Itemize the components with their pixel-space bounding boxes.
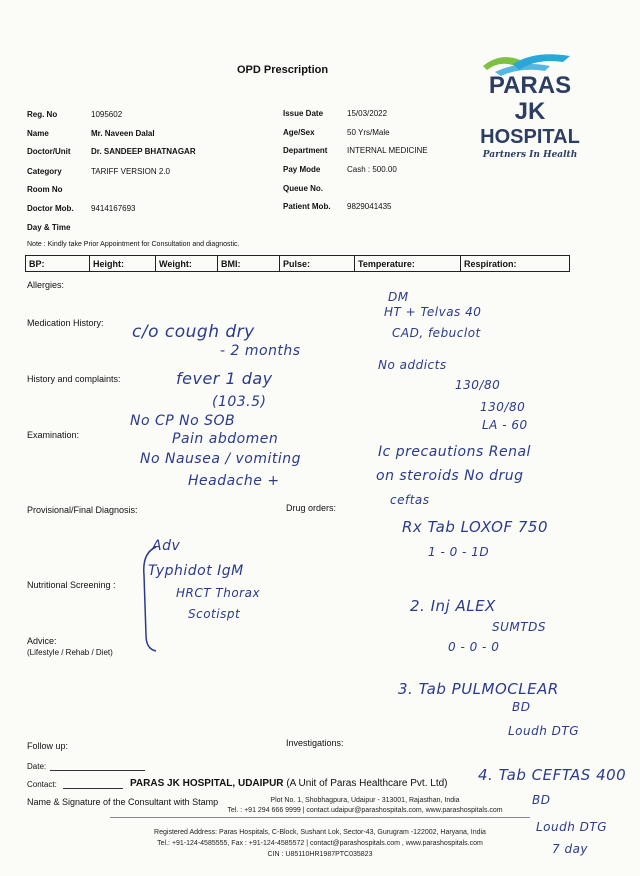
header-left-label: Room No — [27, 185, 63, 194]
follow-up-label: Follow up: — [27, 741, 69, 751]
hw-rx-3b: BD — [512, 700, 531, 714]
drug-orders-label: Drug orders: — [286, 503, 337, 513]
vital-bmi: BMI: — [218, 256, 280, 271]
footer-registered: Registered Address: Paras Hospitals, C-Block, Sushant Lok, Sector-43, Gurugram -122002, Haryana, India — [154, 829, 486, 836]
header-right-value: Cash : 500.00 — [347, 165, 397, 174]
investigations-label: Investigations: — [286, 738, 344, 748]
vitals-table — [25, 255, 570, 272]
header-left-value: TARIFF VERSION 2.0 — [91, 167, 170, 176]
vital-height: Height: — [90, 256, 156, 271]
footer-address: Plot No. 1, Shobhagpura, Udaipur - 313001, Rajasthan, India — [270, 797, 460, 804]
hw-history-2: - 2 months — [220, 343, 301, 359]
hw-dm-4: No addicts — [378, 358, 447, 372]
hw-rx-4: 4. Tab CEFTAS 400 — [478, 766, 627, 784]
vital-temperature: Temperature: — [355, 256, 461, 271]
header-right-value: 15/03/2022 — [347, 109, 388, 118]
hw-rx-4c: Loudh DTG — [536, 820, 608, 834]
contact-label: Contact: — [27, 780, 57, 789]
header-left-value: Dr. SANDEEP BHATNAGAR — [91, 147, 196, 156]
logo-tagline: Partners In Health — [482, 150, 578, 160]
header-left-value: 9414167693 — [91, 204, 136, 213]
footer-hospital-name: PARAS JK HOSPITAL, UDAIPUR — [130, 778, 284, 789]
header-left-label: Name — [27, 129, 49, 138]
footer-unit: (A Unit of Paras Healthcare Pvt. Ltd) — [286, 778, 448, 789]
hw-dm-3: CAD, febuclot — [392, 326, 481, 340]
header-right-value: 9829041435 — [347, 202, 392, 211]
page-title: OPD Prescription — [237, 64, 329, 76]
bracket-icon — [138, 545, 158, 655]
hw-rx-1b: 1 - 0 - 1D — [428, 545, 490, 559]
hw-rx-3c: Loudh DTG — [508, 724, 580, 738]
logo-line1: PARAS — [488, 72, 572, 99]
header-left-label: Day & Time — [27, 223, 71, 232]
hw-rx-4d: 7 day — [552, 842, 589, 856]
hw-history-1: c/o cough dry — [132, 322, 255, 342]
allergies-label: Allergies: — [27, 280, 65, 290]
header-left-value: 1095602 — [91, 110, 123, 119]
hw-inv-4: Scotispt — [188, 607, 241, 621]
header-left-label: Doctor/Unit — [27, 147, 71, 156]
hw-bp-2: 130/80 — [480, 400, 526, 414]
nutritional-label: Nutritional Screening : — [27, 580, 116, 590]
hw-exam-2: Pain abdomen — [172, 431, 279, 447]
hw-dm-2: HT + Telvas 40 — [384, 305, 482, 319]
signature-label: Name & Signature of the Consultant with Stamp — [27, 797, 219, 807]
header-right-label: Department — [283, 146, 328, 155]
examination-label: Examination: — [27, 430, 80, 440]
hw-bp-1: 130/80 — [455, 378, 501, 392]
vital-bp: BP: — [26, 256, 90, 271]
date-label: Date: — [27, 762, 47, 771]
header-left-value: Mr. Naveen Dalal — [91, 129, 155, 138]
logo-line3: HOSPITAL — [480, 126, 580, 148]
hw-rx-2b: SUMTDS — [492, 620, 546, 634]
hw-inv-1: Adv — [152, 538, 181, 554]
header-right-label: Issue Date — [283, 109, 324, 118]
hw-rx-2: 2. Inj ALEX — [410, 597, 496, 615]
medication-history-label: Medication History: — [27, 318, 104, 328]
header-right-label: Patient Mob. — [283, 202, 331, 211]
hw-inv-2: Typhidot IgM — [148, 563, 244, 579]
header-left-label: Reg. No — [27, 110, 58, 119]
hw-exam-4: Headache + — [188, 473, 280, 489]
footer-cin: CIN : U85110HR1987PTC035823 — [267, 851, 373, 858]
vital-respiration: Respiration: — [464, 259, 517, 269]
vital-weight: Weight: — [156, 256, 218, 271]
hw-rx-2c: 0 - 0 - 0 — [448, 640, 500, 654]
advice-label: Advice: — [27, 636, 57, 646]
vital-pulse: Pulse: — [280, 256, 355, 271]
hw-rx-1: Rx Tab LOXOF 750 — [402, 518, 549, 536]
hw-rx-4b: BD — [532, 793, 551, 807]
appointment-note: Note : Kindly take Prior Appointment for Consultation and diagnostic. — [27, 241, 240, 248]
header-right-label: Pay Mode — [283, 165, 321, 174]
hw-history-3: fever 1 day — [176, 369, 273, 388]
hw-rx-3: 3. Tab PULMOCLEAR — [398, 680, 559, 698]
hw-rx-note-1: Ic precautions Renal — [378, 444, 531, 460]
history-label: History and complaints: — [27, 374, 121, 384]
hw-exam-1: No CP No SOB — [130, 413, 236, 429]
footer-contact: Tel. : +91 294 666 9999 | contact.udaipur@parashospitals.com, www.parashospitals.com — [227, 807, 503, 814]
header-left-label: Category — [27, 167, 62, 176]
header-left-label: Doctor Mob. — [27, 204, 74, 213]
hw-rx-note-3: ceftas — [390, 493, 430, 507]
hw-bp-3: LA - 60 — [482, 418, 528, 432]
footer-tel: Tel.: +91-124-4585555, Fax : +91-124-4585572 | contact@parashospitals.com , www.parashospitals.com — [157, 840, 483, 847]
diagnosis-label: Provisional/Final Diagnosis: — [27, 505, 138, 515]
header-right-value: 50 Yrs/Male — [347, 128, 390, 137]
header-right-label: Queue No. — [283, 184, 324, 193]
header-right-value: INTERNAL MEDICINE — [347, 146, 428, 155]
hw-dm-1: DM — [388, 290, 409, 304]
footer-hospital-line — [130, 778, 448, 789]
hw-rx-note-2: on steroids No drug — [376, 468, 524, 484]
hw-history-4: (103.5) — [212, 394, 267, 410]
advice-sub-label: (Lifestyle / Rehab / Diet) — [27, 648, 113, 657]
header-right-label: Age/Sex — [283, 128, 315, 137]
logo-line2: JK — [514, 98, 546, 125]
hw-exam-3: No Nausea / vomiting — [140, 451, 302, 467]
hospital-logo — [470, 50, 590, 165]
hw-inv-3: HRCT Thorax — [176, 586, 261, 600]
